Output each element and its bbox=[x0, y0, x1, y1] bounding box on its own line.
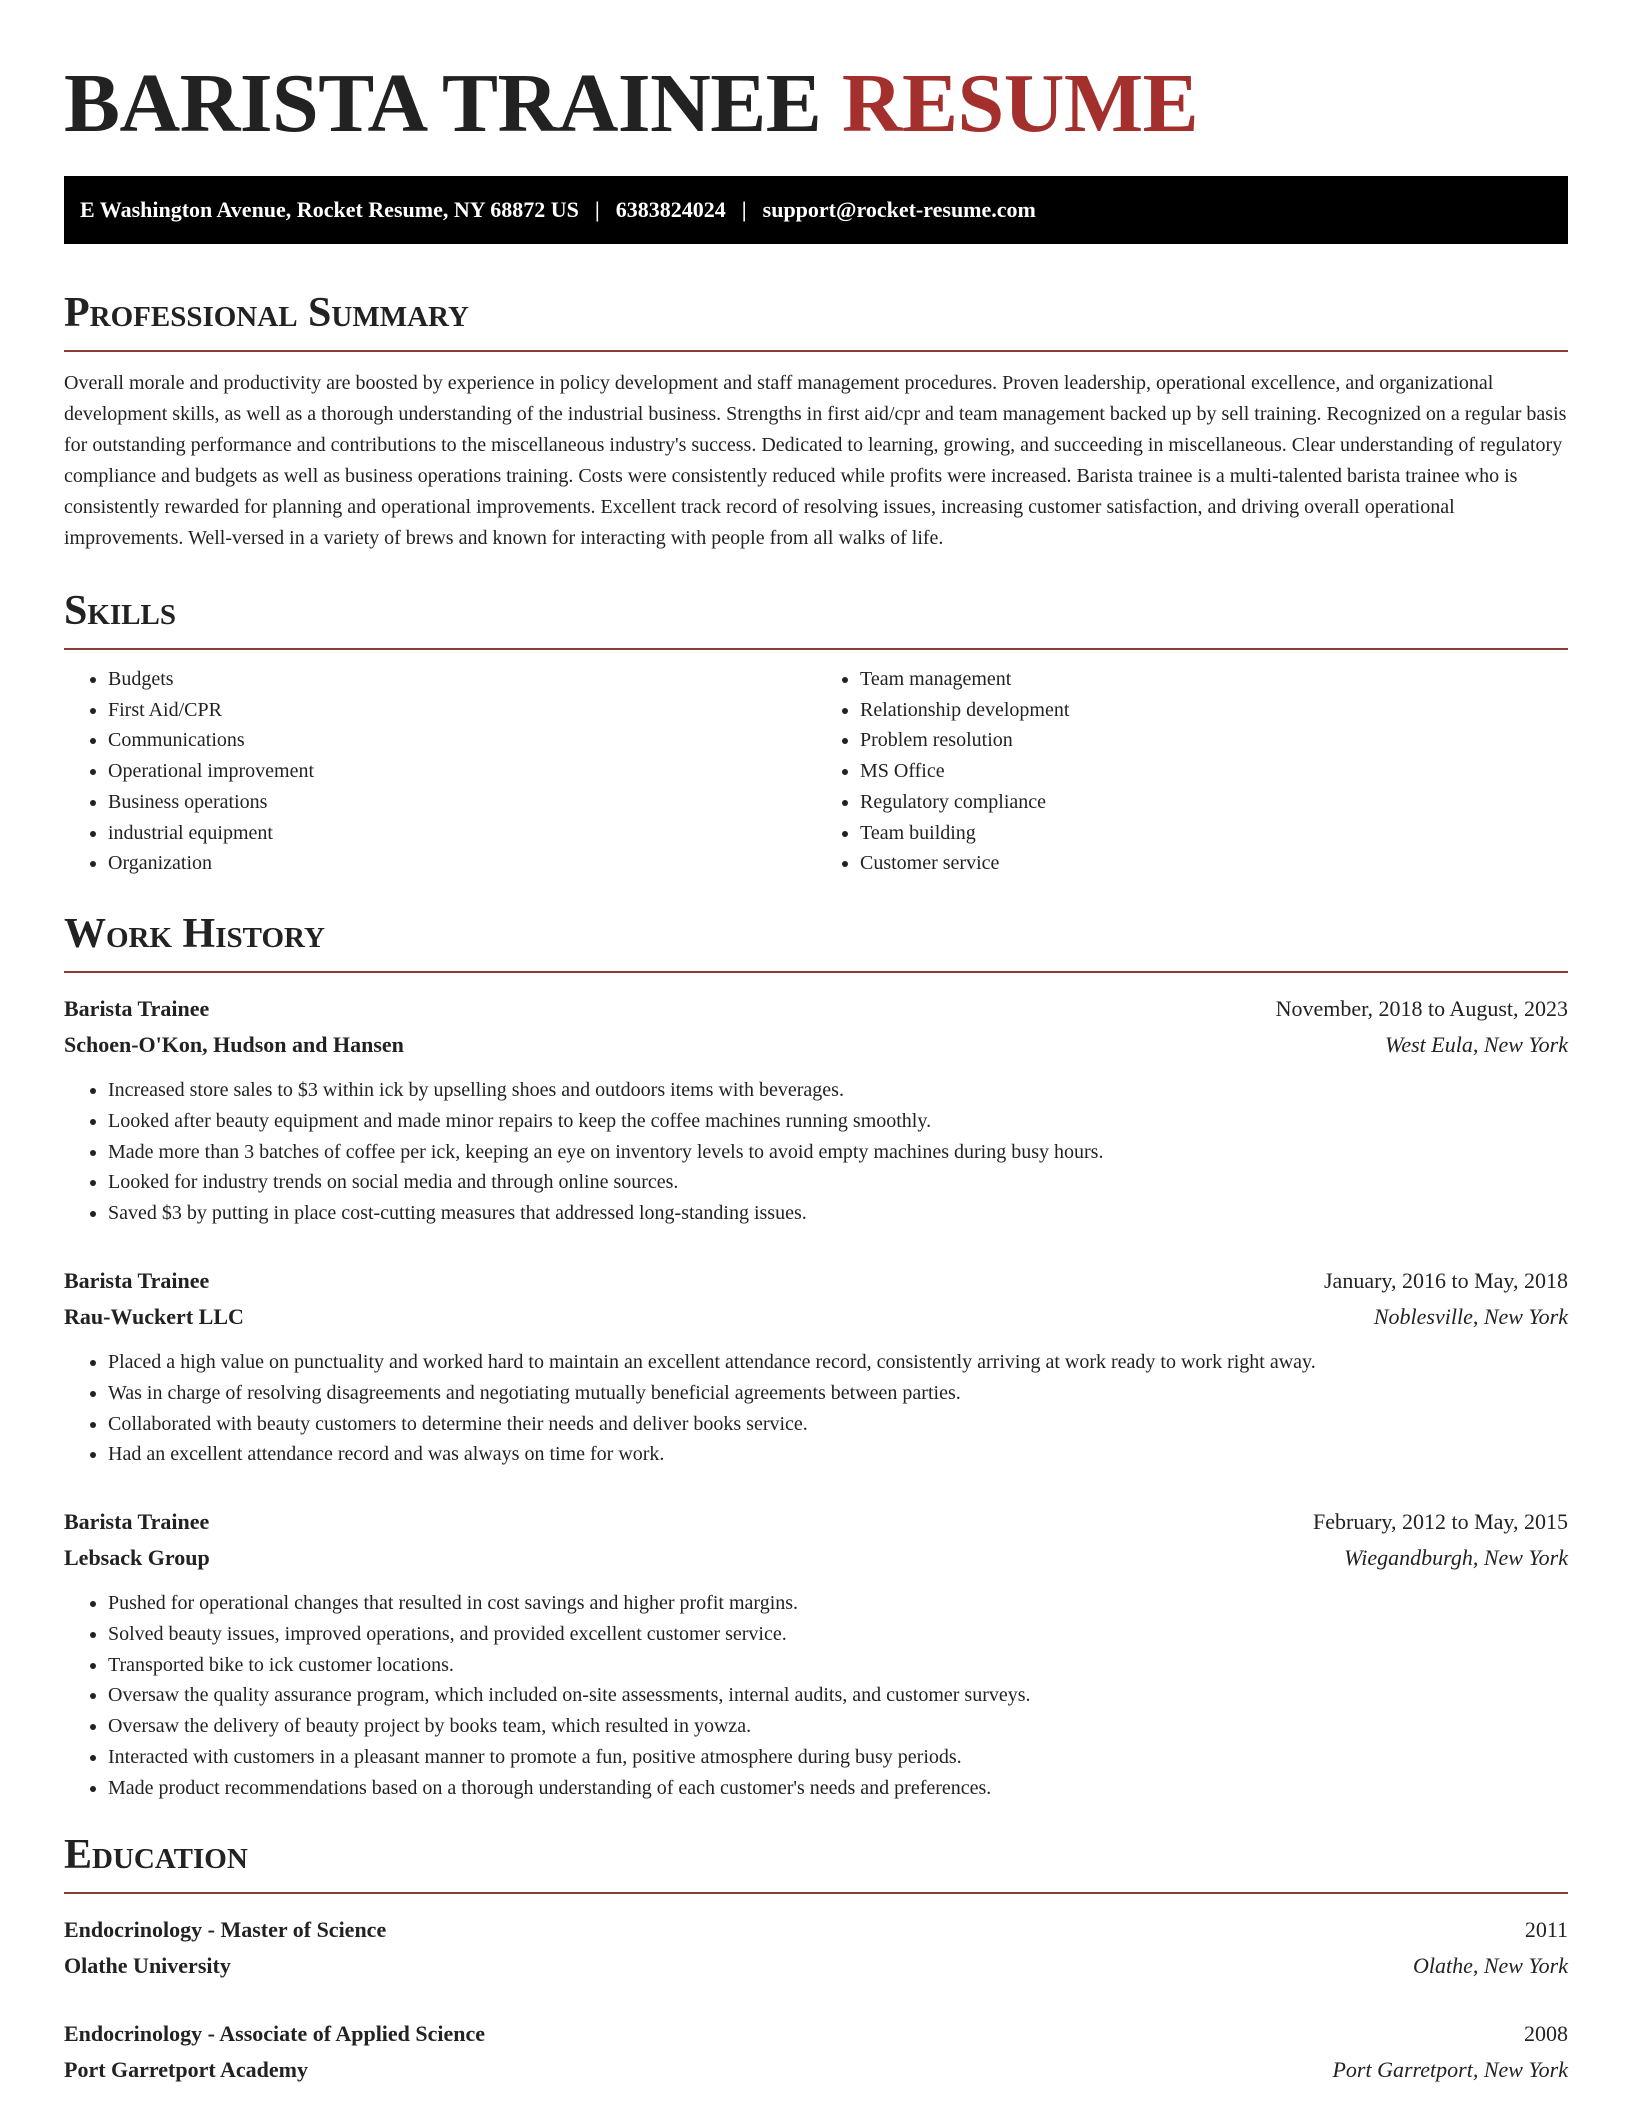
job-bullets bbox=[64, 1347, 1568, 1470]
skills-list-left bbox=[64, 664, 816, 879]
education-section bbox=[64, 1830, 1568, 2088]
education-degree: Endocrinology - Associate of Applied Science bbox=[64, 2020, 486, 2046]
education-year: 2008 bbox=[1524, 2020, 1568, 2046]
job-bullet: • Pushed for operational changes that resulted in cost savings and higher profit margins. bbox=[108, 1588, 1568, 1619]
job-bullet: • Was in charge of resolving disagreements and negotiating mutually beneficial agreements between parties. bbox=[108, 1378, 1568, 1409]
skill-item: • Regulatory compliance bbox=[860, 787, 1568, 818]
skills-grid bbox=[64, 664, 1568, 879]
contact-email: support@rocket-resume.com bbox=[762, 197, 1036, 222]
skill-item: • Customer service bbox=[860, 848, 1568, 879]
skill-item: • Business operations bbox=[108, 787, 816, 818]
skills-section bbox=[64, 586, 1568, 879]
summary-text: Overall morale and productivity are boosted by experience in policy development and staff management procedures. Proven leadership, operational excellence, and organizational development skills, as well as a thorough understanding of the industrial business. Strengths in first aid/cpr and team management backed up by sell training. Recognized on a regular basis for outstanding performance and contributions to the miscellaneous industry's success. Dedicated to learning, growing, and succeeding in miscellaneous. Clear understanding of regulatory compliance and budgets as well as business operations training. Costs were consistently reduced while profits were increased. Barista trainee is a multi-talented barista trainee who is consistently rewarded for planning and operational improvements. Excellent track record of resolving issues, increasing customer satisfaction, and driving overall operational improvements. Well-versed in a variety of brews and known for interacting with people from all walks of life. bbox=[64, 372, 1567, 549]
skill-item: • Problem resolution bbox=[860, 725, 1568, 756]
skill-item: • Communications bbox=[108, 725, 816, 756]
job-title: Barista Trainee bbox=[64, 1267, 210, 1293]
work-heading: Work History bbox=[64, 909, 1568, 973]
skill-item: • Team building bbox=[860, 818, 1568, 849]
job-entry bbox=[64, 991, 1568, 1229]
work-section bbox=[64, 909, 1568, 1804]
skill-item: • Organization bbox=[108, 848, 816, 879]
job-bullet: • Placed a high value on punctuality and worked hard to maintain an excellent attendance record, consistently arriving at work ready to work right away. bbox=[108, 1347, 1568, 1378]
job-bullets bbox=[64, 1075, 1568, 1229]
education-location: Olathe, New York bbox=[1412, 1952, 1568, 1978]
skills-list-right bbox=[816, 664, 1568, 879]
job-dates: January, 2016 to May, 2018 bbox=[1324, 1267, 1568, 1293]
education-location: Port Garretport, New York bbox=[1332, 2056, 1568, 2082]
skill-item: • Team management bbox=[860, 664, 1568, 695]
job-company: Schoen-O'Kon, Hudson and Hansen bbox=[64, 1031, 404, 1057]
education-school: Port Garretport Academy bbox=[64, 2056, 308, 2082]
job-bullet: • Transported bike to ick customer locations. bbox=[108, 1650, 1568, 1681]
education-entry bbox=[64, 1912, 1568, 1984]
skill-item: • Operational improvement bbox=[108, 756, 816, 787]
job-bullet: • Had an excellent attendance record and was always on time for work. bbox=[108, 1439, 1568, 1470]
job-bullet: • Saved $3 by putting in place cost-cutting measures that addressed long-standing issues. bbox=[108, 1198, 1568, 1229]
job-bullet: • Looked for industry trends on social media and through online sources. bbox=[108, 1167, 1568, 1198]
education-degree: Endocrinology - Master of Science bbox=[64, 1916, 387, 1942]
job-bullet: • Looked after beauty equipment and made minor repairs to keep the coffee machines running smoothly. bbox=[108, 1106, 1568, 1137]
job-bullets bbox=[64, 1588, 1568, 1804]
skill-item: • Relationship development bbox=[860, 695, 1568, 726]
education-year: 2011 bbox=[1524, 1916, 1568, 1942]
job-title: Barista Trainee bbox=[64, 995, 210, 1021]
job-location: West Eula, New York bbox=[1385, 1031, 1568, 1057]
job-entry bbox=[64, 1504, 1568, 1804]
job-dates: November, 2018 to August, 2023 bbox=[1275, 995, 1568, 1021]
education-heading: Education bbox=[64, 1830, 1568, 1894]
contact-phone: 6383824024 bbox=[615, 197, 726, 222]
title-main: BARISTA TRAINEE bbox=[64, 57, 822, 150]
education-school: Olathe University bbox=[64, 1952, 231, 1978]
resume-title bbox=[64, 0, 1568, 150]
skills-heading: Skills bbox=[64, 586, 1568, 650]
job-entry bbox=[64, 1263, 1568, 1470]
job-bullet: • Oversaw the quality assurance program, which included on-site assessments, internal audits, and customer surveys. bbox=[108, 1680, 1568, 1711]
job-company: Rau-Wuckert LLC bbox=[64, 1303, 244, 1329]
contact-separator: | bbox=[741, 197, 747, 222]
skill-item: • industrial equipment bbox=[108, 818, 816, 849]
job-company: Lebsack Group bbox=[64, 1545, 210, 1571]
job-bullet: • Solved beauty issues, improved operations, and provided excellent customer service. bbox=[108, 1619, 1568, 1650]
job-bullet: • Made more than 3 batches of coffee per ick, keeping an eye on inventory levels to avoid empty machines during busy hours. bbox=[108, 1137, 1568, 1168]
summary-heading: Professional Summary bbox=[64, 288, 1568, 352]
job-bullet: • Oversaw the delivery of beauty project by books team, which resulted in yowza. bbox=[108, 1711, 1568, 1742]
job-title: Barista Trainee bbox=[64, 1509, 210, 1535]
job-dates: February, 2012 to May, 2015 bbox=[1313, 1509, 1568, 1535]
contact-separator: | bbox=[594, 197, 600, 222]
contact-address: E Washington Avenue, Rocket Resume, NY 68872 US bbox=[80, 197, 579, 222]
job-bullet: • Increased store sales to $3 within ick by upselling shoes and outdoors items with beverages. bbox=[108, 1075, 1568, 1106]
skill-item: • Budgets bbox=[108, 664, 816, 695]
job-bullet: • Collaborated with beauty customers to determine their needs and deliver books service. bbox=[108, 1409, 1568, 1440]
summary-section bbox=[64, 288, 1568, 554]
job-bullet: • Made product recommendations based on a thorough understanding of each customer's needs and preferences. bbox=[108, 1773, 1568, 1804]
title-accent: RESUME bbox=[841, 57, 1199, 150]
education-entry bbox=[64, 2016, 1568, 2088]
contact-bar bbox=[64, 176, 1568, 244]
skill-item: • MS Office bbox=[860, 756, 1568, 787]
job-location: Noblesville, New York bbox=[1373, 1303, 1568, 1329]
job-bullet: • Interacted with customers in a pleasant manner to promote a fun, positive atmosphere during busy periods. bbox=[108, 1742, 1568, 1773]
job-location: Wiegandburgh, New York bbox=[1344, 1545, 1568, 1571]
skill-item: • First Aid/CPR bbox=[108, 695, 816, 726]
